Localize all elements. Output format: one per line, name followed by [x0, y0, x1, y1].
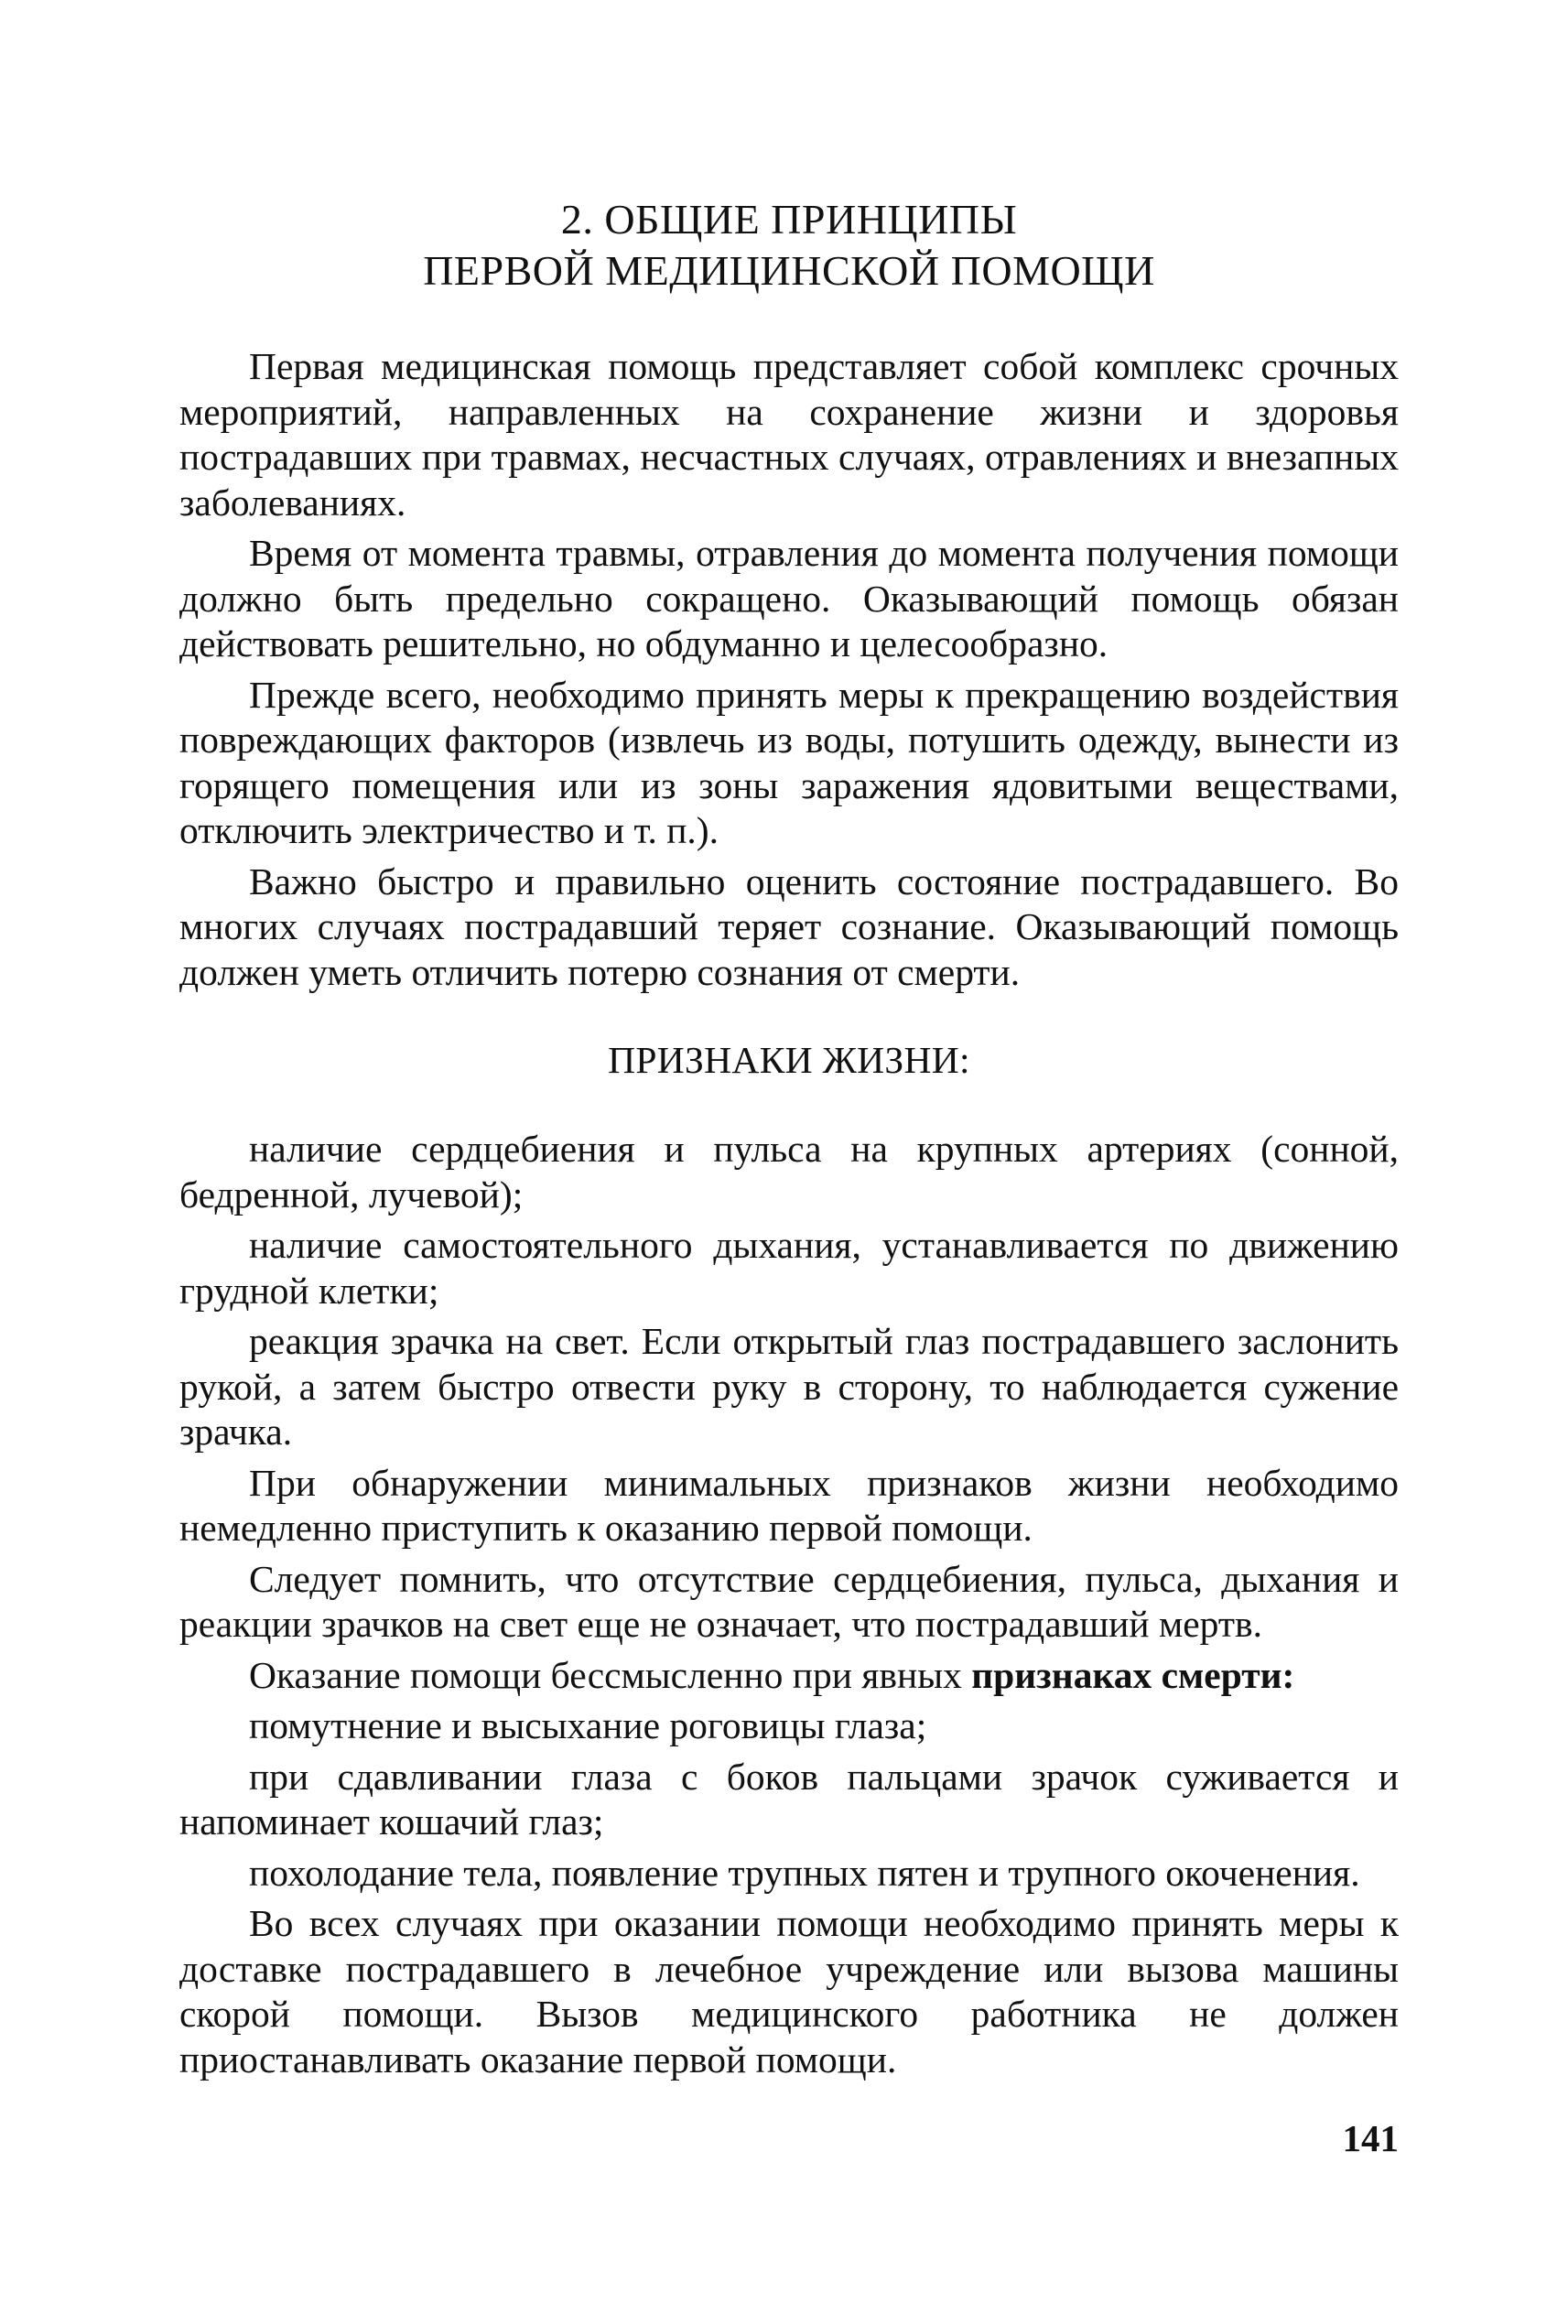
paragraph-intro-3: Прежде всего, необходимо принять меры к прекращению воздействия повреждающих факторов (извлечь из воды, потушить одежду, вынести из горящего помещения или из зоны заражения ядовитыми веществами, отключить электричество и т. п.).: [179, 673, 1399, 851]
paragraph-minimal-signs: При обнаружении минимальных признаков жизни необходимо немедленно приступить к оказанию первой помощи.: [179, 1461, 1399, 1549]
paragraph-death-signs-intro: [179, 1653, 1399, 1699]
paragraph-intro-1: Первая медицинская помощь представляет собой комплекс срочных мероприятий, направленных на сохранение жизни и здоровья пострадавших при травмах, несчастных случаях, отравлениях и внезапных заболеваниях.: [179, 345, 1399, 524]
paragraph-remember: Следует помнить, что отсутствие сердцебиения, пульса, дыхания и реакции зрачков на свет еще не означает, что пострадавший мертв.: [179, 1557, 1399, 1645]
paragraph-intro-4: Важно быстро и правильно оценить состояние пострадавшего. Во многих случаях пострадавший теряет сознание. Оказывающий помощь должен уметь отличить потерю сознания от смерти.: [179, 859, 1399, 993]
signs-of-life-heading: ПРИЗНАКИ ЖИЗНИ:: [608, 1039, 970, 1081]
death-sign-item-2: при сдавливании глаза с боков пальцами зрачок суживается и напоминает кошачий глаз;: [179, 1755, 1399, 1843]
page-content: [179, 194, 1399, 2088]
death-sign-item-3: похолодание тела, появление трупных пятен и трупного окоченения.: [249, 1851, 1360, 1894]
death-signs-bold-term: признаках смерти:: [971, 1653, 1295, 1696]
death-sign-item-1: помутнение и высыхание роговицы глаза;: [249, 1704, 927, 1746]
sign-of-life-item-1: наличие сердцебиения и пульса на крупных артериях (сонной, бедренной, лучевой);: [179, 1128, 1399, 1216]
paragraph-intro-2: Время от момента травмы, отравления до момента получения помощи должно быть предельно сокращено. Оказывающий помощь обязан действовать решительно, но обдуманно и целесообразно.: [179, 532, 1399, 665]
death-signs-intro-text: Оказание помощи бессмысленно при явных: [249, 1653, 972, 1696]
section-heading-line-2: ПЕРВОЙ МЕДИЦИНСКОЙ ПОМОЩИ: [423, 247, 1155, 294]
page-number: 141: [1342, 2117, 1399, 2159]
section-heading-line-1: 2. ОБЩИЕ ПРИНЦИПЫ: [560, 196, 1018, 243]
section-heading: [179, 194, 1399, 297]
sign-of-life-item-3: реакция зрачка на свет. Если открытый глаз пострадавшего заслонить рукой, а затем быстро отвести руку в сторону, то наблюдается сужение зрачка.: [179, 1320, 1399, 1453]
sign-of-life-item-2: наличие самостоятельного дыхания, устанавливается по движению грудной клетки;: [179, 1224, 1399, 1312]
paragraph-closing: Во всех случаях при оказании помощи необходимо принять меры к доставке пострадавшего в лечебное учреждение или вызова машины скорой помощи. Вызов медицинского работника не должен приостанавливать оказание первой помощи.: [179, 1902, 1399, 2081]
